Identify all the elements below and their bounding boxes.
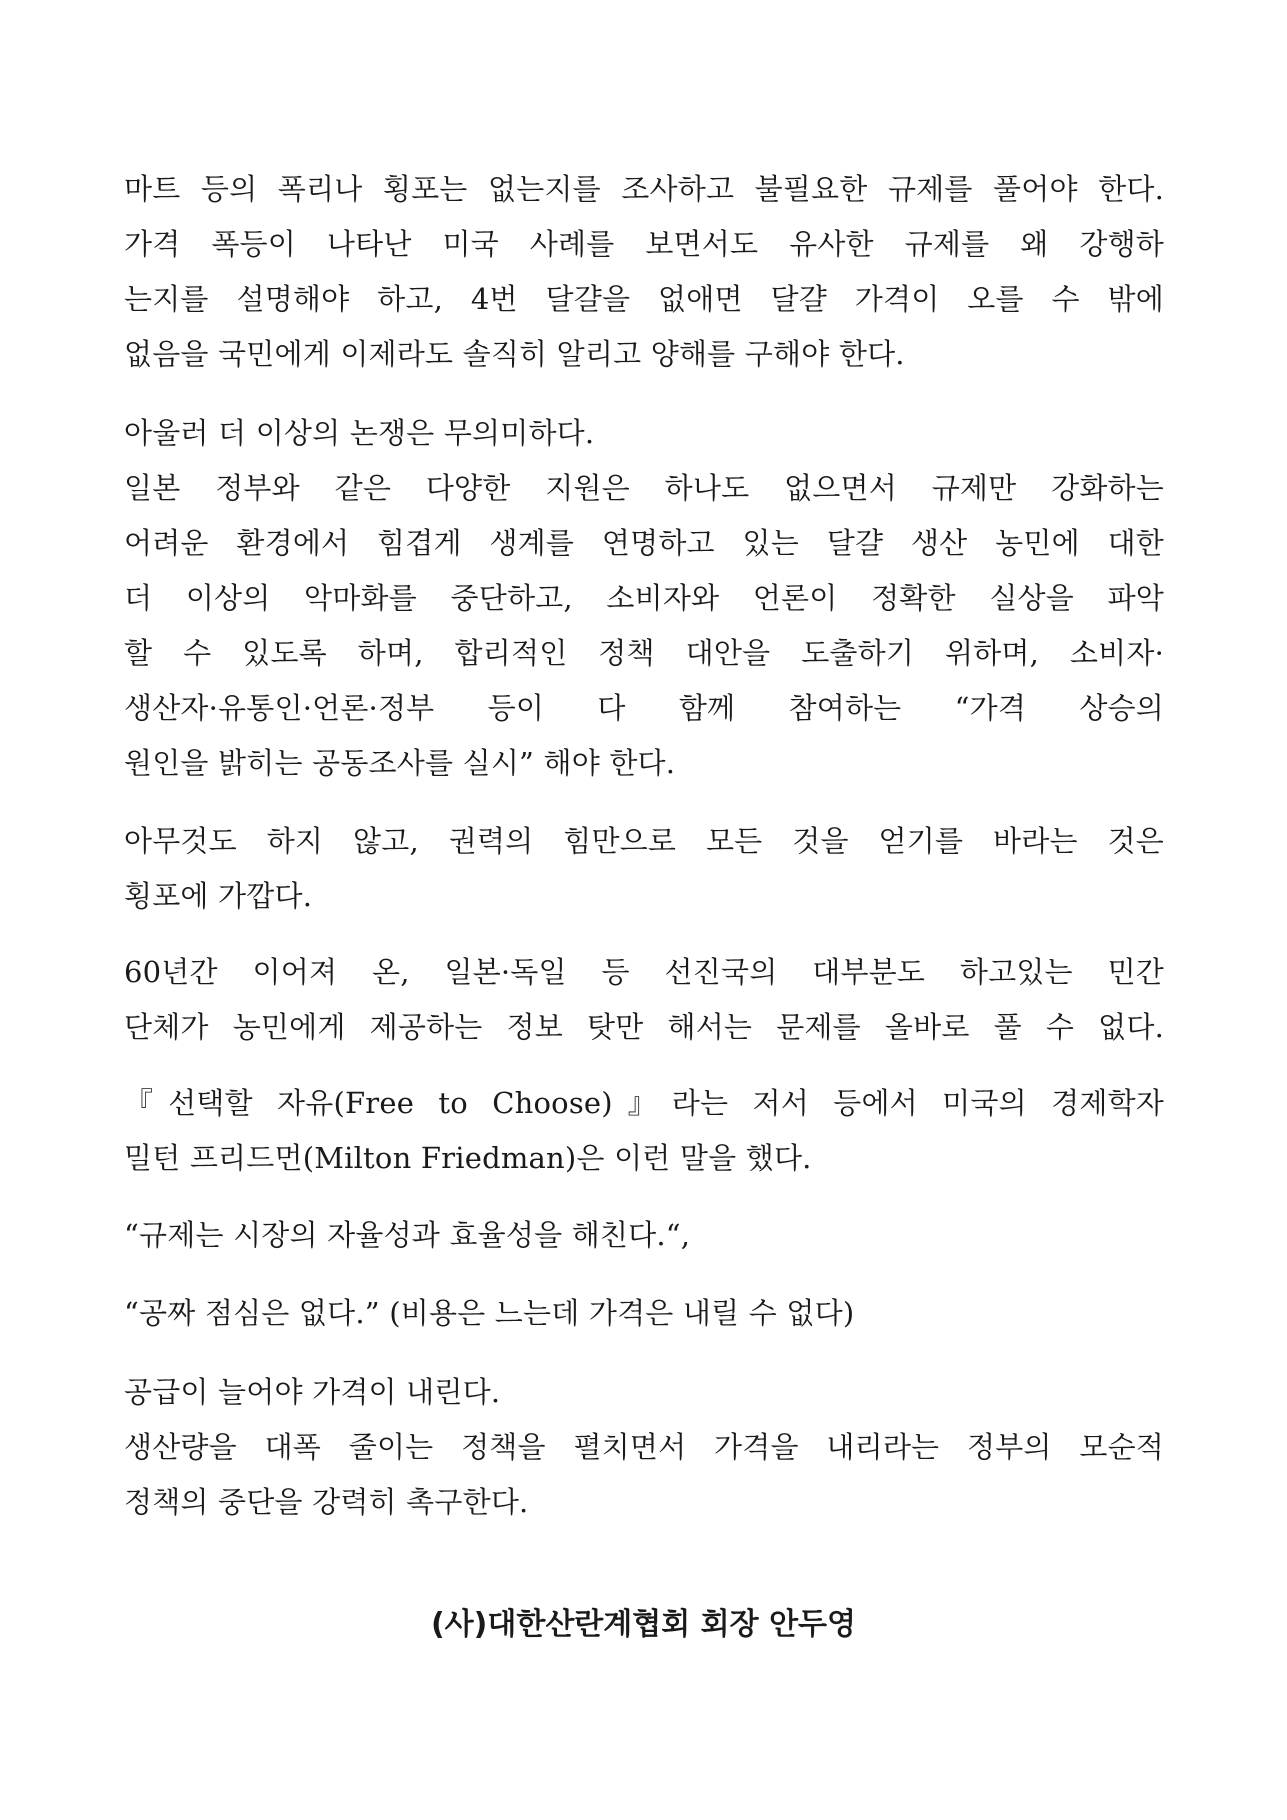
paragraph-1-line-1: 마트 등의 폭리나 횡포는 없는지를 조사하고 불필요한 규제를 풀어야 한다.	[124, 172, 1164, 206]
paragraph-2-line-1: 아울러 더 이상의 논쟁은 무의미하다.	[124, 416, 595, 450]
paragraph-4-line-2: 단체가 농민에게 제공하는 정보 탓만 해서는 문제를 올바로 풀 수 없다.	[124, 1010, 1164, 1044]
paragraph-1-line-4: 없음을 국민에게 이제라도 솔직히 알리고 양해를 구해야 한다.	[124, 337, 905, 371]
paragraph-5-line-2: 밀턴 프리드먼(Milton Friedman)은 이런 말을 했다.	[124, 1141, 812, 1175]
paragraph-8-line-2: 생산량을 대폭 줄이는 정책을 펼치면서 가격을 내리라는 정부의 모순적	[124, 1430, 1164, 1464]
quote-free-lunch: “공짜 점심은 없다.” (비용은 느는데 가격은 내릴 수 없다)	[124, 1296, 855, 1330]
paragraph-8-line-3: 정책의 중단을 강력히 촉구한다.	[124, 1485, 529, 1519]
paragraph-1-line-2: 가격 폭등이 나타난 미국 사례를 보면서도 유사한 규제를 왜 강행하	[124, 227, 1164, 261]
paragraph-8-line-1: 공급이 늘어야 가격이 내린다.	[124, 1375, 501, 1409]
paragraph-2-line-6: 생산자·유통인·언론·정부 등이 다 함께 참여하는 “가격 상승의	[124, 691, 1164, 725]
paragraph-3-line-2: 횡포에 가깝다.	[124, 879, 313, 913]
paragraph-2-line-7: 원인을 밝히는 공동조사를 실시” 해야 한다.	[124, 746, 676, 780]
paragraph-2-line-4: 더 이상의 악마화를 중단하고, 소비자와 언론이 정확한 실상을 파악	[124, 581, 1164, 615]
paragraph-2-line-2: 일본 정부와 같은 다양한 지원은 하나도 없으면서 규제만 강화하는	[124, 471, 1164, 505]
paragraph-2-line-3: 어려운 환경에서 힘겹게 생계를 연명하고 있는 달걀 생산 농민에 대한	[124, 526, 1164, 560]
paragraph-1-line-3: 는지를 설명해야 하고, 4번 달걀을 없애면 달걀 가격이 오를 수 밖에	[124, 282, 1164, 316]
paragraph-2-line-5: 할 수 있도록 하며, 합리적인 정책 대안을 도출하기 위하며, 소비자·	[124, 636, 1164, 670]
paragraph-3-line-1: 아무것도 하지 않고, 권력의 힘만으로 모든 것을 얻기를 바라는 것은	[124, 824, 1164, 858]
signature: (사)대한산란계협회 회장 안두영	[430, 1607, 857, 1642]
quote-regulation: “규제는 시장의 자율성과 효율성을 해친다.“,	[124, 1218, 691, 1252]
paragraph-5-line-1: 『선택할 자유(Free to Choose)』라는 저서 등에서 미국의 경제학자	[124, 1086, 1164, 1120]
paragraph-4-line-1: 60년간 이어져 온, 일본·독일 등 선진국의 대부분도 하고있는 민간	[124, 955, 1164, 989]
